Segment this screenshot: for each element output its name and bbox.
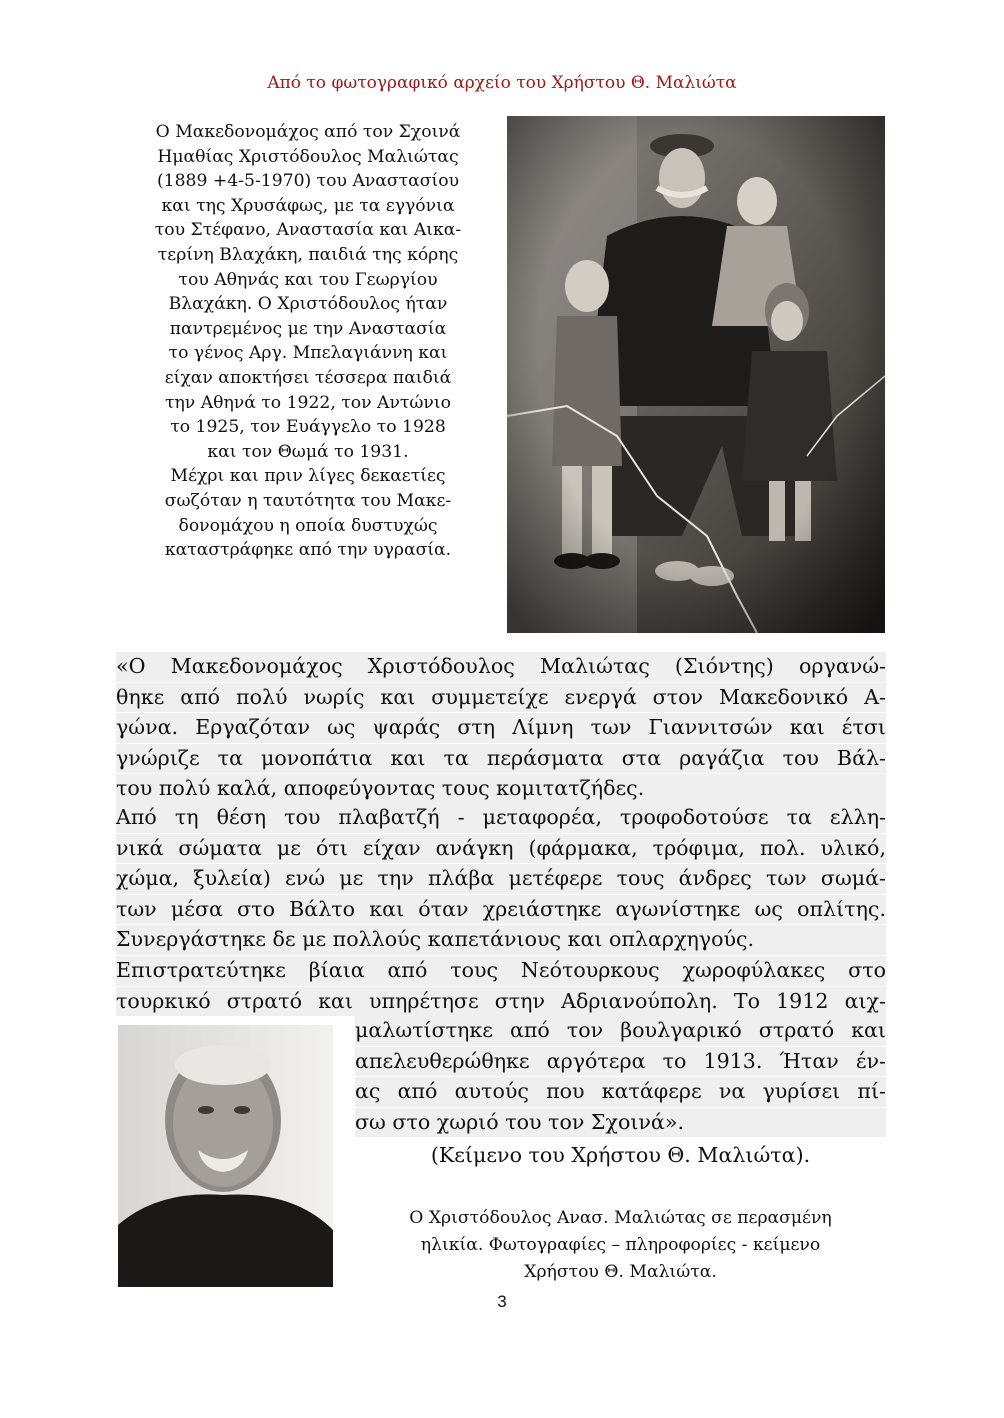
text-credit: (Κείμενο του Χρήστου Θ. Μαλιώτα). [430, 1143, 811, 1167]
text-line: απελευθερώθηκε αργότερα το 1913. Ήταν έν- [355, 1047, 886, 1077]
caption-line: το γένος Αργ. Μπελαγιάννη και [168, 343, 448, 364]
text-line: του πολύ καλά, αποφεύγοντας τους κομιτατζήδες. [116, 774, 886, 804]
caption-line: δονομάχου η οποία δυστυχώς [178, 515, 438, 536]
page-header: Από το φωτογραφικό αρχείο του Χρήστου Θ. Μαλιώτα [267, 73, 737, 93]
caption-line: και της Χρυσάφως, με τα εγγόνια [161, 195, 455, 216]
text-line: γώνα. Εργαζόταν ως ψαράς στη Λίμνη των Γιαννιτσών και έτσι [116, 713, 886, 743]
caption-line: Ο Μακεδονομάχος από τον Σχοινά [155, 122, 461, 142]
caption-line: Ημαθίας Χριστόδουλος Μαλιώτας [157, 146, 459, 167]
caption-line: παντρεμένος με την Αναστασία [169, 318, 447, 339]
caption-line: Μέχρι και πριν λίγες δεκαετίες [170, 466, 446, 487]
caption-line: και τον Θωμά το 1931. [207, 441, 409, 462]
caption-line: του Στέφανο, Αναστασία και Αικα- [154, 220, 462, 241]
caption-line: Ο Χριστόδουλος Ανασ. Μαλιώτας σε περασμένη [409, 1208, 832, 1228]
portrait-photo [118, 1025, 333, 1287]
text-line: ας από αυτούς που κατάφερε να γυρίσει πί- [355, 1077, 886, 1107]
caption-line: (1889 +4-5-1970) του Αναστασίου [156, 171, 460, 192]
group-photo [507, 116, 885, 633]
page-number: 3 [497, 1292, 507, 1311]
portrait-photo-image [118, 1025, 333, 1287]
paragraph-1 [116, 652, 886, 805]
text-line: Επιστρατεύτηκε βίαια από τους Νεότουρκους χωροφύλακες στο [116, 956, 886, 986]
text-line: νικά σώματα με ότι είχαν ανάγκη (φάρμακα, τρόφιμα, πολ. υλικό, [116, 834, 886, 864]
caption-line: Χρήστου Θ. Μαλιώτα. [524, 1262, 717, 1282]
caption-line: είχαν αποκτήσει τέσσερα παιδιά [164, 367, 452, 388]
portrait-caption [348, 1205, 893, 1286]
caption-line: καταστράφηκε από την υγρασία. [164, 540, 452, 561]
group-photo-image [507, 116, 885, 633]
text-line: χώμα, ξυλεία) ενώ με την πλάβα μετέφερε τους άνδρες των σωμά- [116, 864, 886, 894]
paragraph-2 [116, 803, 886, 956]
text-line: σω στο χωριό του τον Σχοινά». [355, 1108, 886, 1138]
caption-line: τερίνη Βλαχάκη, παιδιά της κόρης [157, 244, 459, 265]
text-line: θηκε από πολύ νωρίς και συμμετείχε ενεργά στον Μακεδονικό Α- [116, 683, 886, 713]
text-line: μαλωτίστηκε από τον βουλγαρικό στρατό και [355, 1016, 886, 1046]
text-line: Συνεργάστηκε δε με πολλούς καπετάνιους και οπλαρχηγούς. [116, 925, 886, 955]
text-line: «Ο Μακεδονομάχος Χριστόδουλος Μαλιώτας (Σιόντης) οργανώ- [116, 652, 886, 682]
text-line: τουρκικό στρατό και υπηρέτησε στην Αδριανούπολη. Το 1912 αιχ- [116, 987, 886, 1017]
caption-line: το 1925, τον Ευάγγελο το 1928 [170, 417, 446, 438]
paragraph-3 [116, 956, 886, 1017]
paragraph-3-continued [355, 1016, 886, 1138]
caption-line: την Αθηνά το 1922, τον Αντώνιο [165, 392, 451, 413]
caption-line: ηλικία. Φωτογραφίες – πληροφορίες - κείμενο [420, 1235, 821, 1255]
top-photo-caption [112, 120, 504, 563]
text-line: Από τη θέση του πλαβατζή - μεταφορέα, τροφοδοτούσε τα ελλη- [116, 803, 886, 833]
caption-line: του Αθηνάς και του Γεωργίου [178, 269, 438, 290]
text-line: των μέσα στο Βάλτο και όταν χρειάστηκε αγωνίστηκε ως οπλίτης. [116, 895, 886, 925]
caption-line: σωζόταν η ταυτότητα του Μακε- [164, 490, 452, 511]
text-line: γνώριζε τα μονοπάτια και τα περάσματα στα ραγάζια του Βάλ- [116, 744, 886, 774]
caption-line: Βλαχάκη. Ο Χριστόδουλος ήταν [168, 294, 448, 315]
